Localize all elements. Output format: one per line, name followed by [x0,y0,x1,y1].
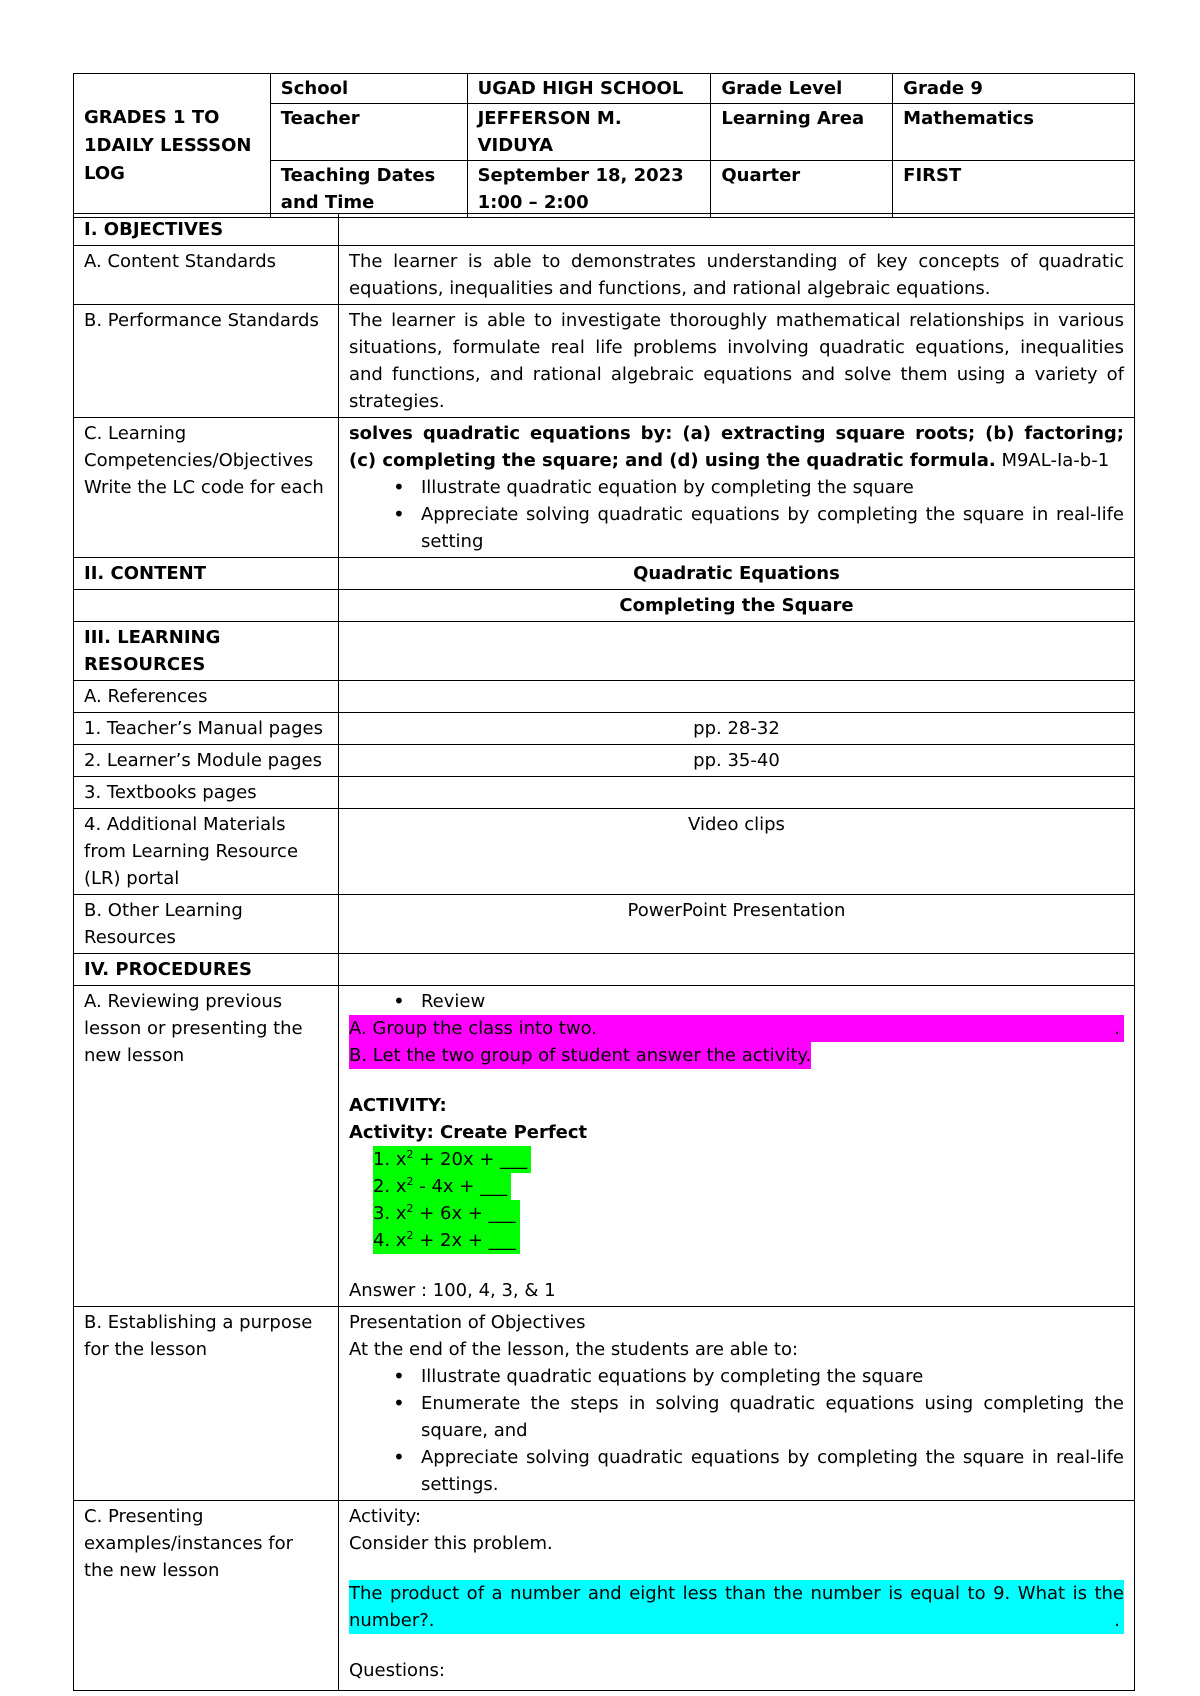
activity-item: 2. $x^2 - 4x$ + ___ [373,1173,511,1200]
competency-bullet: • Appreciate solving quadratic equations by completing the square in real-life setting [421,501,1124,555]
header-table [73,73,1135,218]
highlight-step-2: B. Let the two group of student answer the activity. [349,1042,811,1069]
teacher-label: Teacher [270,104,467,161]
competency-code: M9AL-Ia-b-1 [1001,450,1110,471]
performance-standards-label: B. Performance Standards [74,305,339,418]
activity-item: 1. $x^2 + 20x$ + ___ [373,1146,531,1173]
presenting-activity: Activity: [348,1506,422,1527]
teaching-dates-value: September 18, 2023 1:00 – 2:00 [467,161,711,218]
highlight-problem: The product of a number and eight less than the number is equal to 9. What is the number?. . [349,1580,1124,1634]
highlight-step-1: A. Group the class into two. . [349,1015,1124,1042]
log-title: GRADES 1 TO 1DAILY LESSSON LOG [74,74,271,218]
content-topic: Quadratic Equations [338,558,1134,590]
content-subtopic: Completing the Square [338,590,1134,622]
teacher-manual-label: 1. Teacher’s Manual pages [74,713,339,745]
competencies-label: C. Learning Competencies/Objectives Write the LC code for each [74,418,339,558]
learning-area-label: Learning Area [711,104,893,161]
procedures-heading: IV. PROCEDURES [74,954,339,986]
presenting-consider: Consider this problem. [348,1533,553,1554]
other-resources-value: PowerPoint Presentation [338,895,1134,954]
teacher-manual-value: pp. 28-32 [338,713,1134,745]
activity-answer: Answer : 100, 4, 3, & 1 [348,1280,556,1301]
activity-item: 3. $x^2 + 6x$ + ___ [373,1200,520,1227]
competencies-cell [338,418,1134,558]
activity-item: 4. $x^2 + 2x$ + ___ [373,1227,520,1254]
objectives-presentation-title: Presentation of Objectives [348,1312,586,1333]
learner-module-label: 2. Learner’s Module pages [74,745,339,777]
activity-title: Activity: Create Perfect [348,1122,588,1143]
objectives-heading: I. OBJECTIVES [74,214,339,246]
additional-materials-label: 4. Additional Materials from Learning Resource (LR) portal [74,809,339,895]
school-value: UGAD HIGH SCHOOL [467,74,711,104]
teaching-dates-label: Teaching Dates and Time [270,161,467,218]
objectives-heading-row [74,214,1135,246]
quarter-value: FIRST [893,161,1135,218]
competency-bullet: • Illustrate quadratic equation by completing the square [421,474,1124,501]
learner-module-value: pp. 35-40 [338,745,1134,777]
presenting-questions: Questions: [348,1660,445,1681]
teacher-value: JEFFERSON M. VIDUYA [467,104,711,161]
grade-level-value: Grade 9 [893,74,1135,104]
performance-standards-text: The learner is able to investigate thoroughly mathematical relationships in various situations, formulate real life problems involving quadratic equations, inequalities and functions, and rational algebraic equations and solve them using a variety of strategies. [338,305,1134,418]
competency-main: solves quadratic equations by: (a) extracting square roots; (b) factoring; (c) completing the square; and (d) using the quadratic formula. [348,423,1124,471]
learning-area-value: Mathematics [893,104,1135,161]
textbook-label: 3. Textbooks pages [74,777,339,809]
additional-materials-value: Video clips [338,809,1134,895]
procedure-a-label: A. Reviewing previous lesson or presenting the new lesson [74,986,339,1307]
purpose-bullet: • Illustrate quadratic equations by completing the square [421,1363,1124,1390]
references-label: A. References [74,681,339,713]
content-heading: II. CONTENT [74,558,339,590]
resources-heading: III. LEARNING RESOURCES [74,622,339,681]
content-standards-text: The learner is able to demonstrates understanding of key concepts of quadratic equations, inequalities and functions, and rational algebraic equations. [338,246,1134,305]
other-resources-label: B. Other Learning Resources [74,895,339,954]
activity-heading: ACTIVITY: [348,1095,447,1116]
procedure-a-cell [338,986,1134,1307]
purpose-bullet: • Enumerate the steps in solving quadratic equations using completing the square, and [421,1390,1124,1444]
procedure-c-cell [338,1501,1134,1691]
purpose-bullet: • Appreciate solving quadratic equations by completing the square in real-life settings. [421,1444,1124,1498]
lesson-table [73,213,1135,1691]
content-standards-label: A. Content Standards [74,246,339,305]
objectives-intro: At the end of the lesson, the students are able to: [348,1339,799,1360]
school-label: School [270,74,467,104]
grade-level-label: Grade Level [711,74,893,104]
procedure-c-label: C. Presenting examples/instances for the new lesson [74,1501,339,1691]
procedure-b-label: B. Establishing a purpose for the lesson [74,1307,339,1501]
quarter-label: Quarter [711,161,893,218]
review-bullet: • Review [421,988,1124,1015]
procedure-b-cell [338,1307,1134,1501]
